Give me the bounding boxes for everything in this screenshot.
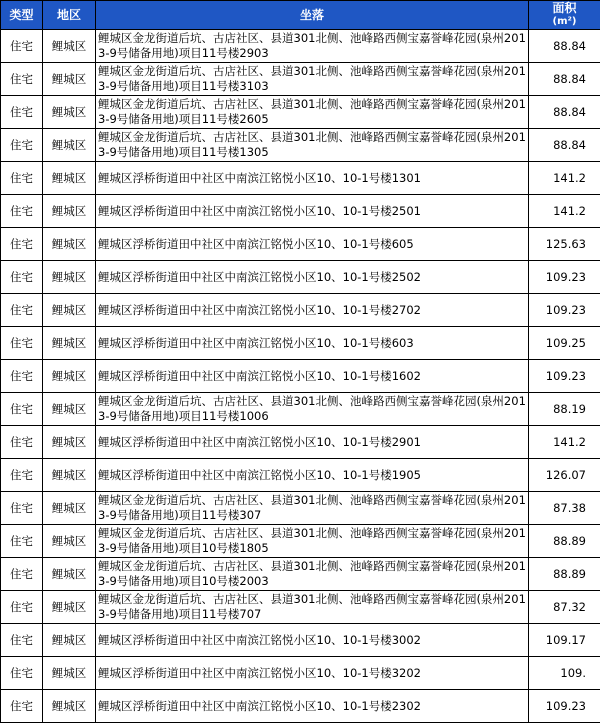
- table-row: [1, 96, 600, 129]
- cell-location: 鲤城区浮桥街道田中社区中南滨江铭悦小区10、10-1号楼2502: [96, 261, 529, 294]
- table-row: [1, 393, 600, 426]
- cell-type: 住宅: [1, 63, 43, 96]
- cell-location: 鲤城区浮桥街道田中社区中南滨江铭悦小区10、10-1号楼3202: [96, 657, 529, 690]
- cell-location: 鲤城区浮桥街道田中社区中南滨江铭悦小区10、10-1号楼605: [96, 228, 529, 261]
- cell-area: 88.84: [529, 30, 600, 63]
- cell-area: 88.89: [529, 558, 600, 591]
- cell-type: 住宅: [1, 492, 43, 525]
- header-type: 类型: [1, 1, 43, 30]
- cell-area: 109.25: [529, 327, 600, 360]
- cell-district: 鲤城区: [43, 129, 96, 162]
- table-row: [1, 591, 600, 624]
- table-row: [1, 525, 600, 558]
- cell-location: 鲤城区浮桥街道田中社区中南滨江铭悦小区10、10-1号楼1602: [96, 360, 529, 393]
- cell-district: 鲤城区: [43, 327, 96, 360]
- cell-type: 住宅: [1, 690, 43, 723]
- table-row: [1, 327, 600, 360]
- table-row: [1, 492, 600, 525]
- cell-district: 鲤城区: [43, 459, 96, 492]
- header-district: 地区: [43, 1, 96, 30]
- cell-location: 鲤城区金龙街道后坑、古店社区、县道301北侧、池峰路西侧宝嘉誉峰花园(泉州2013-9号储备用地)项目11号楼307: [96, 492, 529, 525]
- header-area-unit: (m²): [553, 16, 577, 27]
- cell-district: 鲤城区: [43, 96, 96, 129]
- cell-type: 住宅: [1, 294, 43, 327]
- cell-type: 住宅: [1, 525, 43, 558]
- cell-district: 鲤城区: [43, 294, 96, 327]
- cell-district: 鲤城区: [43, 30, 96, 63]
- cell-type: 住宅: [1, 657, 43, 690]
- cell-district: 鲤城区: [43, 591, 96, 624]
- cell-location: 鲤城区金龙街道后坑、古店社区、县道301北侧、池峰路西侧宝嘉誉峰花园(泉州2013-9号储备用地)项目11号楼2605: [96, 96, 529, 129]
- cell-district: 鲤城区: [43, 690, 96, 723]
- table-row: [1, 261, 600, 294]
- cell-area: 87.32: [529, 591, 600, 624]
- cell-location: 鲤城区浮桥街道田中社区中南滨江铭悦小区10、10-1号楼1905: [96, 459, 529, 492]
- cell-type: 住宅: [1, 426, 43, 459]
- cell-district: 鲤城区: [43, 360, 96, 393]
- cell-location: 鲤城区浮桥街道田中社区中南滨江铭悦小区10、10-1号楼2302: [96, 690, 529, 723]
- cell-district: 鲤城区: [43, 63, 96, 96]
- cell-area: 109.: [529, 657, 600, 690]
- cell-type: 住宅: [1, 228, 43, 261]
- table-row: [1, 360, 600, 393]
- cell-location: 鲤城区浮桥街道田中社区中南滨江铭悦小区10、10-1号楼2901: [96, 426, 529, 459]
- cell-area: 109.23: [529, 294, 600, 327]
- table-header-row: [1, 1, 600, 30]
- cell-area: 109.17: [529, 624, 600, 657]
- cell-location: 鲤城区浮桥街道田中社区中南滨江铭悦小区10、10-1号楼2501: [96, 195, 529, 228]
- header-location: 坐落: [96, 1, 529, 30]
- table-row: [1, 162, 600, 195]
- header-area: [529, 1, 600, 30]
- cell-area: 141.2: [529, 426, 600, 459]
- cell-type: 住宅: [1, 129, 43, 162]
- table-row: [1, 624, 600, 657]
- table-row: [1, 426, 600, 459]
- table-row: [1, 195, 600, 228]
- cell-district: 鲤城区: [43, 525, 96, 558]
- cell-location: 鲤城区金龙街道后坑、古店社区、县道301北侧、池峰路西侧宝嘉誉峰花园(泉州2013-9号储备用地)项目10号楼1805: [96, 525, 529, 558]
- cell-location: 鲤城区浮桥街道田中社区中南滨江铭悦小区10、10-1号楼2702: [96, 294, 529, 327]
- cell-area: 125.63: [529, 228, 600, 261]
- cell-area: 88.19: [529, 393, 600, 426]
- cell-type: 住宅: [1, 591, 43, 624]
- cell-area: 141.2: [529, 162, 600, 195]
- cell-type: 住宅: [1, 162, 43, 195]
- cell-district: 鲤城区: [43, 558, 96, 591]
- cell-area: 87.38: [529, 492, 600, 525]
- cell-area: 88.84: [529, 129, 600, 162]
- cell-type: 住宅: [1, 558, 43, 591]
- cell-type: 住宅: [1, 393, 43, 426]
- cell-location: 鲤城区金龙街道后坑、古店社区、县道301北侧、池峰路西侧宝嘉誉峰花园(泉州2013-9号储备用地)项目11号楼1006: [96, 393, 529, 426]
- cell-district: 鲤城区: [43, 426, 96, 459]
- cell-district: 鲤城区: [43, 228, 96, 261]
- cell-area: 141.2: [529, 195, 600, 228]
- cell-area: 126.07: [529, 459, 600, 492]
- cell-location: 鲤城区金龙街道后坑、古店社区、县道301北侧、池峰路西侧宝嘉誉峰花园(泉州2013-9号储备用地)项目11号楼707: [96, 591, 529, 624]
- cell-location: 鲤城区金龙街道后坑、古店社区、县道301北侧、池峰路西侧宝嘉誉峰花园(泉州2013-9号储备用地)项目11号楼2903: [96, 30, 529, 63]
- cell-type: 住宅: [1, 459, 43, 492]
- cell-district: 鲤城区: [43, 657, 96, 690]
- cell-location: 鲤城区金龙街道后坑、古店社区、县道301北侧、池峰路西侧宝嘉誉峰花园(泉州2013-9号储备用地)项目11号楼3103: [96, 63, 529, 96]
- cell-district: 鲤城区: [43, 393, 96, 426]
- cell-type: 住宅: [1, 195, 43, 228]
- cell-area: 88.84: [529, 96, 600, 129]
- table-row: [1, 690, 600, 723]
- cell-type: 住宅: [1, 96, 43, 129]
- table-row: [1, 558, 600, 591]
- cell-district: 鲤城区: [43, 492, 96, 525]
- table-row: [1, 459, 600, 492]
- cell-area: 88.84: [529, 63, 600, 96]
- header-area-label: 面积: [552, 1, 576, 15]
- table-row: [1, 129, 600, 162]
- cell-location: 鲤城区浮桥街道田中社区中南滨江铭悦小区10、10-1号楼3002: [96, 624, 529, 657]
- cell-type: 住宅: [1, 360, 43, 393]
- table-body: [1, 30, 600, 723]
- cell-area: 88.89: [529, 525, 600, 558]
- cell-type: 住宅: [1, 30, 43, 63]
- cell-location: 鲤城区浮桥街道田中社区中南滨江铭悦小区10、10-1号楼1301: [96, 162, 529, 195]
- cell-area: 109.23: [529, 360, 600, 393]
- cell-area: 109.23: [529, 690, 600, 723]
- cell-district: 鲤城区: [43, 624, 96, 657]
- cell-type: 住宅: [1, 624, 43, 657]
- cell-type: 住宅: [1, 261, 43, 294]
- table-row: [1, 294, 600, 327]
- table-row: [1, 30, 600, 63]
- table-row: [1, 228, 600, 261]
- cell-location: 鲤城区金龙街道后坑、古店社区、县道301北侧、池峰路西侧宝嘉誉峰花园(泉州2013-9号储备用地)项目10号楼2003: [96, 558, 529, 591]
- cell-location: 鲤城区金龙街道后坑、古店社区、县道301北侧、池峰路西侧宝嘉誉峰花园(泉州2013-9号储备用地)项目11号楼1305: [96, 129, 529, 162]
- cell-area: 109.23: [529, 261, 600, 294]
- cell-type: 住宅: [1, 327, 43, 360]
- cell-district: 鲤城区: [43, 162, 96, 195]
- cell-district: 鲤城区: [43, 261, 96, 294]
- cell-district: 鲤城区: [43, 195, 96, 228]
- cell-location: 鲤城区浮桥街道田中社区中南滨江铭悦小区10、10-1号楼603: [96, 327, 529, 360]
- table-row: [1, 63, 600, 96]
